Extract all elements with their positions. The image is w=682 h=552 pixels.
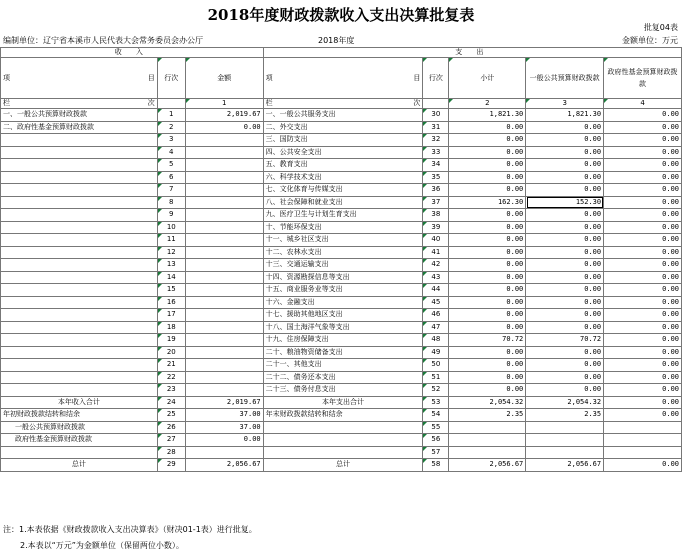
subtotal-cell[interactable] xyxy=(449,446,526,459)
income-item-cell[interactable] xyxy=(1,334,158,347)
expense-item-cell[interactable]: 年末财政拨款结转和结余 xyxy=(263,409,423,422)
expense-line-no-cell[interactable]: 30 xyxy=(423,109,449,122)
table-row xyxy=(1,196,682,209)
expense-item-cell[interactable]: 九、医疗卫生与计划生育支出 xyxy=(263,209,423,222)
gov-fund-cell[interactable]: 0.00 xyxy=(604,346,682,359)
expense-line-no-cell[interactable]: 41 xyxy=(423,246,449,259)
income-amount-cell[interactable] xyxy=(185,334,263,347)
income-amount-cell[interactable] xyxy=(185,146,263,159)
gov-fund-cell[interactable]: 0.00 xyxy=(604,259,682,272)
table-row xyxy=(1,221,682,234)
expense-item-cell[interactable]: 七、文化体育与传媒支出 xyxy=(263,184,423,197)
subtotal-cell[interactable]: 0.00 xyxy=(449,234,526,247)
income-line-no-cell[interactable]: 21 xyxy=(157,359,185,372)
gov-fund-cell[interactable]: 0.00 xyxy=(604,246,682,259)
expense-line-no-cell[interactable]: 57 xyxy=(423,446,449,459)
general-budget-cell[interactable]: 0.00 xyxy=(526,259,604,272)
income-line-col xyxy=(157,99,185,109)
income-amount-cell[interactable]: 0.00 xyxy=(185,121,263,134)
table-row xyxy=(1,296,682,309)
income-line-no-cell[interactable]: 25 xyxy=(157,409,185,422)
col-4: 4 xyxy=(604,99,682,109)
income-amount-cell[interactable] xyxy=(185,284,263,297)
income-item-cell[interactable] xyxy=(1,221,158,234)
gov-fund-cell[interactable]: 0.00 xyxy=(604,309,682,322)
expense-line-no-cell[interactable]: 43 xyxy=(423,271,449,284)
income-amount-cell[interactable] xyxy=(185,346,263,359)
subtotal-cell[interactable]: 1,821.30 xyxy=(449,109,526,122)
income-amount-cell[interactable] xyxy=(185,209,263,222)
income-line-no-cell[interactable]: 26 xyxy=(157,421,185,434)
gov-fund-cell[interactable]: 0.00 xyxy=(604,409,682,422)
expense-item-cell[interactable] xyxy=(263,421,423,434)
income-amount-cell[interactable]: 2,019.67 xyxy=(185,109,263,122)
subtotal-cell[interactable]: 0.00 xyxy=(449,359,526,372)
income-item-cell[interactable] xyxy=(1,271,158,284)
expense-item-cell[interactable]: 二十二、债务还本支出 xyxy=(263,371,423,384)
expense-item-cell[interactable]: 十五、商业服务业等支出 xyxy=(263,284,423,297)
expense-item-cell[interactable]: 一、一般公共服务支出 xyxy=(263,109,423,122)
expense-item-cell[interactable]: 十六、金融支出 xyxy=(263,296,423,309)
general-budget-cell[interactable]: 2.35 xyxy=(526,409,604,422)
general-budget-cell[interactable] xyxy=(526,434,604,447)
table-row xyxy=(1,159,682,172)
subtotal-cell[interactable]: 0.00 xyxy=(449,146,526,159)
expense-line-no-cell[interactable]: 46 xyxy=(423,309,449,322)
general-budget-cell[interactable]: 1,821.30 xyxy=(526,109,604,122)
general-budget-cell[interactable] xyxy=(526,446,604,459)
income-line-no-cell[interactable]: 9 xyxy=(157,209,185,222)
income-header: 收 入 xyxy=(1,48,264,58)
expense-line-no-header: 行次 xyxy=(423,58,449,99)
expense-line-no-cell[interactable]: 39 xyxy=(423,221,449,234)
income-item-cell[interactable] xyxy=(1,371,158,384)
gov-fund-cell[interactable]: 0.00 xyxy=(604,109,682,122)
table-row xyxy=(1,171,682,184)
expense-item-header: 项 目 xyxy=(263,58,423,99)
table-row xyxy=(1,246,682,259)
expense-item-cell[interactable]: 二、外交支出 xyxy=(263,121,423,134)
gov-fund-cell[interactable]: 0.00 xyxy=(604,134,682,147)
income-amount-cell[interactable] xyxy=(185,371,263,384)
gov-fund-cell[interactable]: 0.00 xyxy=(604,384,682,397)
expense-item-cell[interactable] xyxy=(263,434,423,447)
gov-fund-cell[interactable]: 0.00 xyxy=(604,284,682,297)
subtotal-cell[interactable] xyxy=(449,434,526,447)
income-col-label: 栏 次 xyxy=(1,99,158,109)
expense-line-no-cell[interactable]: 55 xyxy=(423,421,449,434)
income-amount-cell[interactable] xyxy=(185,296,263,309)
expense-item-cell[interactable]: 十九、住房保障支出 xyxy=(263,334,423,347)
table-row xyxy=(1,359,682,372)
income-amount-cell[interactable]: 37.00 xyxy=(185,409,263,422)
gov-fund-cell[interactable]: 0.00 xyxy=(604,196,682,209)
income-item-cell[interactable]: 本年收入合计 xyxy=(1,396,158,409)
general-budget-cell[interactable]: 0.00 xyxy=(526,359,604,372)
expense-line-no-cell[interactable]: 44 xyxy=(423,284,449,297)
subtotal-cell[interactable]: 2,056.67 xyxy=(449,459,526,472)
income-line-no-cell[interactable]: 22 xyxy=(157,371,185,384)
general-budget-cell[interactable]: 2,054.32 xyxy=(526,396,604,409)
general-budget-cell[interactable]: 0.00 xyxy=(526,296,604,309)
subtotal-cell[interactable]: 0.00 xyxy=(449,134,526,147)
gov-fund-cell[interactable]: 0.00 xyxy=(604,359,682,372)
income-item-cell[interactable] xyxy=(1,159,158,172)
general-budget-cell[interactable]: 0.00 xyxy=(526,121,604,134)
income-line-no-cell[interactable]: 18 xyxy=(157,321,185,334)
expense-item-cell[interactable]: 十二、农林水支出 xyxy=(263,246,423,259)
income-line-no-cell[interactable]: 17 xyxy=(157,309,185,322)
income-line-no-cell[interactable]: 12 xyxy=(157,246,185,259)
income-item-cell[interactable] xyxy=(1,209,158,222)
gov-fund-cell[interactable] xyxy=(604,434,682,447)
expense-line-no-cell[interactable]: 58 xyxy=(423,459,449,472)
income-item-cell[interactable] xyxy=(1,296,158,309)
income-item-cell[interactable]: 总计 xyxy=(1,459,158,472)
income-line-no-cell[interactable]: 29 xyxy=(157,459,185,472)
expense-col-label: 栏 次 xyxy=(263,99,423,109)
general-budget-cell[interactable]: 0.00 xyxy=(526,171,604,184)
gov-fund-cell[interactable]: 0.00 xyxy=(604,234,682,247)
income-amount-cell[interactable] xyxy=(185,271,263,284)
page-title: 2018年度财政拨款收入支出决算批复表 xyxy=(207,6,475,24)
income-line-no-cell[interactable]: 5 xyxy=(157,159,185,172)
expense-line-no-cell[interactable]: 40 xyxy=(423,234,449,247)
general-budget-cell[interactable]: 0.00 xyxy=(526,309,604,322)
table-row xyxy=(1,184,682,197)
income-line-no-cell[interactable]: 11 xyxy=(157,234,185,247)
income-item-cell[interactable] xyxy=(1,384,158,397)
income-line-no-cell[interactable]: 2 xyxy=(157,121,185,134)
expense-item-cell[interactable]: 总计 xyxy=(263,459,423,472)
subtotal-cell[interactable]: 0.00 xyxy=(449,246,526,259)
subtotal-cell[interactable]: 0.00 xyxy=(449,259,526,272)
col-1: 1 xyxy=(185,99,263,109)
income-item-cell[interactable] xyxy=(1,446,158,459)
general-budget-cell[interactable] xyxy=(526,421,604,434)
income-line-no-cell[interactable]: 4 xyxy=(157,146,185,159)
expense-line-no-cell[interactable]: 37 xyxy=(423,196,449,209)
gov-fund-cell[interactable]: 0.00 xyxy=(604,371,682,384)
gov-fund-cell[interactable]: 0.00 xyxy=(604,321,682,334)
subtotal-cell[interactable]: 0.00 xyxy=(449,296,526,309)
subtotal-cell[interactable]: 0.00 xyxy=(449,321,526,334)
general-budget-cell[interactable]: 0.00 xyxy=(526,284,604,297)
table-row xyxy=(1,259,682,272)
general-budget-cell[interactable]: 0.00 xyxy=(526,246,604,259)
reporting-unit: 编制单位：辽宁省本溪市人民代表大会常务委员会办公厅 xyxy=(3,36,203,45)
table-row xyxy=(1,396,682,409)
subtotal-cell[interactable]: 0.00 xyxy=(449,221,526,234)
income-line-no-cell[interactable]: 13 xyxy=(157,259,185,272)
income-amount-cell[interactable] xyxy=(185,359,263,372)
gov-fund-cell[interactable]: 0.00 xyxy=(604,171,682,184)
gov-fund-cell[interactable] xyxy=(604,421,682,434)
subtotal-cell[interactable]: 0.00 xyxy=(449,209,526,222)
general-budget-cell[interactable]: 70.72 xyxy=(526,334,604,347)
income-line-no-cell[interactable]: 1 xyxy=(157,109,185,122)
income-line-no-cell[interactable]: 10 xyxy=(157,221,185,234)
income-item-cell[interactable] xyxy=(1,196,158,209)
income-amount-cell[interactable] xyxy=(185,171,263,184)
subtotal-cell[interactable]: 0.00 xyxy=(449,184,526,197)
table-row xyxy=(1,384,682,397)
general-budget-cell[interactable]: 0.00 xyxy=(526,184,604,197)
expense-line-no-cell[interactable]: 31 xyxy=(423,121,449,134)
income-line-no-cell[interactable]: 7 xyxy=(157,184,185,197)
expense-item-cell[interactable]: 十四、资源勘探信息等支出 xyxy=(263,271,423,284)
gov-fund-cell[interactable]: 0.00 xyxy=(604,271,682,284)
subtotal-cell[interactable]: 2,054.32 xyxy=(449,396,526,409)
income-item-cell[interactable]: 年初财政拨款结转和结余 xyxy=(1,409,158,422)
expense-item-cell[interactable]: 二十三、债务付息支出 xyxy=(263,384,423,397)
income-line-no-header: 行次 xyxy=(157,58,185,99)
table-row xyxy=(1,234,682,247)
gov-fund-cell[interactable]: 0.00 xyxy=(604,459,682,472)
income-item-cell[interactable] xyxy=(1,171,158,184)
expense-item-cell[interactable]: 四、公共安全支出 xyxy=(263,146,423,159)
expense-line-no-cell[interactable]: 52 xyxy=(423,384,449,397)
income-item-cell[interactable] xyxy=(1,134,158,147)
general-budget-cell[interactable]: 0.00 xyxy=(526,146,604,159)
gov-fund-cell[interactable]: 0.00 xyxy=(604,146,682,159)
general-budget-cell[interactable]: 152.30 xyxy=(526,196,604,209)
income-line-no-cell[interactable]: 16 xyxy=(157,296,185,309)
income-amount-cell[interactable] xyxy=(185,446,263,459)
income-item-cell[interactable] xyxy=(1,284,158,297)
budget-table xyxy=(0,47,682,472)
income-amount-header: 金额 xyxy=(185,58,263,99)
subtotal-cell[interactable]: 70.72 xyxy=(449,334,526,347)
general-budget-cell[interactable]: 0.00 xyxy=(526,221,604,234)
expense-line-no-cell[interactable]: 49 xyxy=(423,346,449,359)
col-3: 3 xyxy=(526,99,604,109)
income-line-no-cell[interactable]: 27 xyxy=(157,434,185,447)
expense-item-cell[interactable]: 六、科学技术支出 xyxy=(263,171,423,184)
table-row xyxy=(1,134,682,147)
expense-item-cell[interactable]: 三、国防支出 xyxy=(263,134,423,147)
income-line-no-cell[interactable]: 6 xyxy=(157,171,185,184)
income-line-no-cell[interactable]: 14 xyxy=(157,271,185,284)
general-budget-cell[interactable]: 0.00 xyxy=(526,321,604,334)
gov-fund-cell[interactable]: 0.00 xyxy=(604,296,682,309)
income-amount-cell[interactable] xyxy=(185,321,263,334)
expense-item-cell[interactable]: 八、社会保障和就业支出 xyxy=(263,196,423,209)
gov-fund-header: 政府性基金预算财政拨款 xyxy=(604,58,682,99)
report-year: 2018年度 xyxy=(318,36,355,45)
expense-line-no-cell[interactable]: 56 xyxy=(423,434,449,447)
general-budget-cell[interactable]: 0.00 xyxy=(526,209,604,222)
income-line-no-cell[interactable]: 15 xyxy=(157,284,185,297)
expense-item-cell[interactable]: 二十、粮油物资储备支出 xyxy=(263,346,423,359)
expense-item-cell[interactable]: 十七、援助其他地区支出 xyxy=(263,309,423,322)
income-item-cell[interactable]: 政府性基金预算财政拨款 xyxy=(1,434,158,447)
expense-line-no-cell[interactable]: 38 xyxy=(423,209,449,222)
general-budget-cell[interactable]: 0.00 xyxy=(526,371,604,384)
subtotal-cell[interactable]: 0.00 xyxy=(449,271,526,284)
income-amount-cell[interactable] xyxy=(185,221,263,234)
subtotal-cell[interactable]: 0.00 xyxy=(449,384,526,397)
money-unit: 金额单位：万元 xyxy=(622,36,678,45)
table-row xyxy=(1,271,682,284)
income-line-no-cell[interactable]: 8 xyxy=(157,196,185,209)
expense-line-no-cell[interactable]: 33 xyxy=(423,146,449,159)
subtotal-cell[interactable] xyxy=(449,421,526,434)
income-item-cell[interactable] xyxy=(1,246,158,259)
income-item-cell[interactable]: 一般公共预算财政拨款 xyxy=(1,421,158,434)
table-code: 批复04表 xyxy=(643,23,678,32)
expense-item-cell[interactable]: 十三、交通运输支出 xyxy=(263,259,423,272)
general-budget-cell[interactable]: 0.00 xyxy=(526,271,604,284)
income-item-cell[interactable] xyxy=(1,234,158,247)
table-row xyxy=(1,309,682,322)
subtotal-cell[interactable]: 0.00 xyxy=(449,284,526,297)
income-line-no-cell[interactable]: 23 xyxy=(157,384,185,397)
gov-fund-cell[interactable]: 0.00 xyxy=(604,184,682,197)
general-budget-cell[interactable]: 2,056.67 xyxy=(526,459,604,472)
gov-fund-cell[interactable]: 0.00 xyxy=(604,221,682,234)
income-amount-cell[interactable] xyxy=(185,259,263,272)
footnote-2: 2.本表以“万元”为金额单位（保留两位小数）。 xyxy=(20,541,184,550)
income-amount-cell[interactable] xyxy=(185,246,263,259)
subtotal-cell[interactable]: 0.00 xyxy=(449,371,526,384)
income-item-cell[interactable] xyxy=(1,309,158,322)
table-row xyxy=(1,321,682,334)
expense-line-col xyxy=(423,99,449,109)
subtotal-cell[interactable]: 0.00 xyxy=(449,159,526,172)
general-budget-cell[interactable]: 0.00 xyxy=(526,346,604,359)
general-budget-cell[interactable]: 0.00 xyxy=(526,159,604,172)
gov-fund-cell[interactable] xyxy=(604,446,682,459)
table-row xyxy=(1,334,682,347)
income-item-cell[interactable] xyxy=(1,321,158,334)
expense-line-no-cell[interactable]: 35 xyxy=(423,171,449,184)
expense-line-no-cell[interactable]: 34 xyxy=(423,159,449,172)
table-row xyxy=(1,284,682,297)
gov-fund-cell[interactable]: 0.00 xyxy=(604,396,682,409)
table-row xyxy=(1,446,682,459)
footnote-1: 注：1.本表依据《财政拨款收入支出决算表》（财决01-1表）进行批复。 xyxy=(3,525,257,534)
subtotal-header: 小计 xyxy=(449,58,526,99)
gov-fund-cell[interactable]: 0.00 xyxy=(604,121,682,134)
income-item-header: 项 目 xyxy=(1,58,158,99)
income-line-no-cell[interactable]: 3 xyxy=(157,134,185,147)
table-row xyxy=(1,346,682,359)
gov-fund-cell[interactable]: 0.00 xyxy=(604,159,682,172)
subtotal-cell[interactable]: 0.00 xyxy=(449,309,526,322)
income-amount-cell[interactable] xyxy=(185,159,263,172)
general-budget-cell[interactable]: 0.00 xyxy=(526,234,604,247)
income-item-cell[interactable] xyxy=(1,146,158,159)
income-amount-cell[interactable] xyxy=(185,134,263,147)
subtotal-cell[interactable]: 0.00 xyxy=(449,171,526,184)
income-amount-cell[interactable]: 2,056.67 xyxy=(185,459,263,472)
expense-item-cell[interactable]: 十八、国土海洋气象等支出 xyxy=(263,321,423,334)
expense-line-no-cell[interactable]: 53 xyxy=(423,396,449,409)
income-amount-cell[interactable]: 37.00 xyxy=(185,421,263,434)
income-item-cell[interactable] xyxy=(1,359,158,372)
table-row xyxy=(1,459,682,472)
expense-line-no-cell[interactable]: 50 xyxy=(423,359,449,372)
income-line-no-cell[interactable]: 20 xyxy=(157,346,185,359)
expense-line-no-cell[interactable]: 48 xyxy=(423,334,449,347)
subtotal-cell[interactable]: 0.00 xyxy=(449,121,526,134)
income-item-cell[interactable]: 二、政府性基金预算财政拨款 xyxy=(1,121,158,134)
expense-item-cell[interactable]: 十一、城乡社区支出 xyxy=(263,234,423,247)
table-row xyxy=(1,434,682,447)
expense-item-cell[interactable]: 十、节能环保支出 xyxy=(263,221,423,234)
col-2: 2 xyxy=(449,99,526,109)
general-budget-cell[interactable]: 0.00 xyxy=(526,384,604,397)
income-item-cell[interactable] xyxy=(1,184,158,197)
table-row xyxy=(1,109,682,122)
expense-line-no-cell[interactable]: 54 xyxy=(423,409,449,422)
table-row xyxy=(1,421,682,434)
income-amount-cell[interactable] xyxy=(185,234,263,247)
gov-fund-cell[interactable]: 0.00 xyxy=(604,209,682,222)
income-amount-cell[interactable] xyxy=(185,384,263,397)
income-amount-cell[interactable]: 0.00 xyxy=(185,434,263,447)
income-amount-cell[interactable]: 2,019.67 xyxy=(185,396,263,409)
income-item-cell[interactable] xyxy=(1,259,158,272)
table-row xyxy=(1,209,682,222)
income-amount-cell[interactable] xyxy=(185,196,263,209)
income-line-no-cell[interactable]: 28 xyxy=(157,446,185,459)
table-row xyxy=(1,371,682,384)
income-line-no-cell[interactable]: 19 xyxy=(157,334,185,347)
general-budget-header: 一般公共预算财政拨款 xyxy=(526,58,604,99)
subtotal-cell[interactable]: 0.00 xyxy=(449,346,526,359)
income-amount-cell[interactable] xyxy=(185,184,263,197)
income-item-cell[interactable] xyxy=(1,346,158,359)
table-row xyxy=(1,121,682,134)
expense-line-no-cell[interactable]: 32 xyxy=(423,134,449,147)
expense-item-cell[interactable]: 五、教育支出 xyxy=(263,159,423,172)
general-budget-cell[interactable]: 0.00 xyxy=(526,134,604,147)
income-amount-cell[interactable] xyxy=(185,309,263,322)
table-row xyxy=(1,409,682,422)
income-item-cell[interactable]: 一、一般公共预算财政拨款 xyxy=(1,109,158,122)
expense-line-no-cell[interactable]: 36 xyxy=(423,184,449,197)
table-row xyxy=(1,146,682,159)
expense-item-cell[interactable] xyxy=(263,446,423,459)
expense-line-no-cell[interactable]: 42 xyxy=(423,259,449,272)
expense-header: 支 出 xyxy=(263,48,681,58)
expense-line-no-cell[interactable]: 47 xyxy=(423,321,449,334)
subtotal-cell[interactable]: 162.30 xyxy=(449,196,526,209)
expense-item-cell[interactable]: 二十一、其他支出 xyxy=(263,359,423,372)
expense-item-cell[interactable]: 本年支出合计 xyxy=(263,396,423,409)
expense-line-no-cell[interactable]: 51 xyxy=(423,371,449,384)
expense-line-no-cell[interactable]: 45 xyxy=(423,296,449,309)
gov-fund-cell[interactable]: 0.00 xyxy=(604,334,682,347)
income-line-no-cell[interactable]: 24 xyxy=(157,396,185,409)
subtotal-cell[interactable]: 2.35 xyxy=(449,409,526,422)
